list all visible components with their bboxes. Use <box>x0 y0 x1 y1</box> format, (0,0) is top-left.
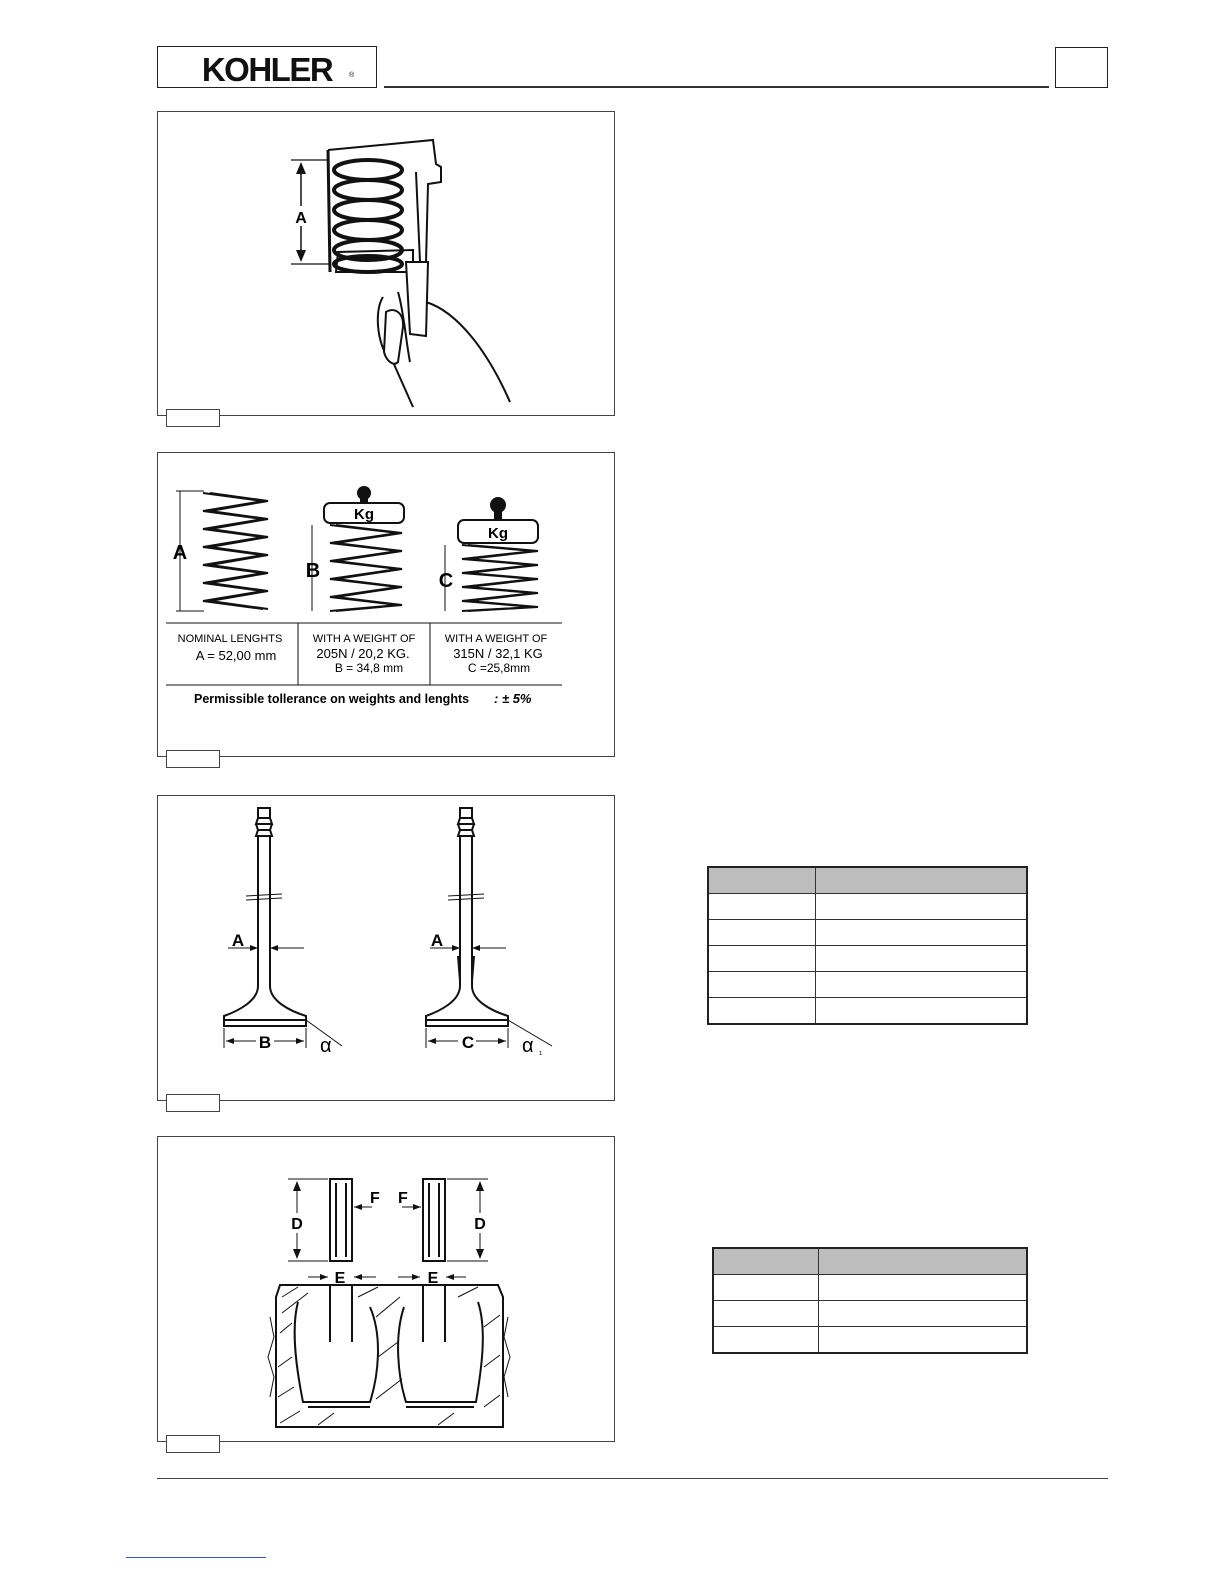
registered-mark: ® <box>349 72 355 79</box>
brand-logo: KOHLER <box>201 51 333 88</box>
table-header-row <box>708 867 1027 894</box>
table-row <box>713 1327 1027 1354</box>
brand-logo-box <box>157 46 377 88</box>
valve-left-label-b: B <box>258 1033 272 1052</box>
table-header-cell <box>819 1248 1028 1275</box>
valve-right-label-a: A <box>430 931 444 950</box>
guide-left-label-e: E <box>334 1270 346 1287</box>
guide-spec-table <box>712 1247 1028 1354</box>
col3-title: WITH A WEIGHT OF <box>444 633 548 645</box>
table-cell <box>708 894 816 920</box>
table-cell <box>713 1301 819 1327</box>
page-number-box <box>1055 47 1108 88</box>
spring-label-b: B <box>305 560 321 582</box>
spring-label-c: C <box>438 570 454 592</box>
valve-right-alpha-sub: ₁ <box>539 1046 543 1057</box>
table-cell <box>819 1301 1028 1327</box>
tolerance-text: Permissible tollerance on weights and lenghts <box>194 692 470 706</box>
valve-right-label-c: C <box>461 1033 475 1052</box>
col3-value2: C =25,8mm <box>467 661 531 675</box>
col2-value2: B = 34,8 mm <box>334 661 404 675</box>
table-cell <box>816 946 1028 972</box>
spring-label-a: A <box>172 542 188 564</box>
figure-valve-guides <box>157 1136 615 1442</box>
figure-valves <box>157 795 615 1101</box>
table-cell <box>816 894 1028 920</box>
figure-tab <box>166 1094 220 1112</box>
table-cell <box>816 972 1028 998</box>
tolerance-value: : ± 5% <box>494 691 532 706</box>
figure-spring-measure <box>157 111 615 416</box>
table-cell <box>708 998 816 1025</box>
figure-spring-load <box>157 452 615 757</box>
table-cell <box>713 1275 819 1301</box>
table-cell <box>708 946 816 972</box>
table-row <box>708 972 1027 998</box>
guide-right-label-e: E <box>427 1270 439 1287</box>
figure-tab <box>166 409 220 427</box>
spring-load-illustration <box>158 453 616 758</box>
guide-right-label-f: F <box>398 1190 408 1207</box>
table-cell <box>713 1327 819 1354</box>
table-cell <box>708 920 816 946</box>
table-row <box>713 1275 1027 1301</box>
table-row <box>708 920 1027 946</box>
valve-right-alpha: α <box>522 1035 534 1057</box>
figure-tab <box>166 1435 220 1453</box>
table-row <box>708 998 1027 1025</box>
guide-left-label-d: D <box>291 1216 303 1233</box>
table-row <box>708 894 1027 920</box>
valve-left-alpha: α <box>320 1035 332 1057</box>
table-cell <box>819 1327 1028 1354</box>
valve-guides-illustration <box>158 1137 616 1443</box>
table-row <box>708 946 1027 972</box>
spring-caliper-illustration <box>158 112 616 417</box>
col1-title: NOMINAL LENGHTS <box>177 633 283 645</box>
weight-label-c: Kg <box>488 525 508 542</box>
col2-title: WITH A WEIGHT OF <box>312 633 416 645</box>
valve-spec-table <box>707 866 1028 1025</box>
table-cell <box>816 920 1028 946</box>
table-cell <box>708 972 816 998</box>
footer-link-underline[interactable] <box>126 1557 266 1558</box>
valve-left-label-a: A <box>231 931 245 950</box>
weight-label-b: Kg <box>354 506 374 523</box>
figure-tab <box>166 750 220 768</box>
col2-value1: 205N / 20,2 KG. <box>316 646 410 661</box>
guide-left-label-f: F <box>370 1190 380 1207</box>
footer-rule <box>157 1478 1108 1479</box>
table-header-cell <box>708 867 816 894</box>
header-rule <box>384 86 1049 88</box>
guide-right-label-d: D <box>474 1216 486 1233</box>
table-cell <box>819 1275 1028 1301</box>
col3-value1: 315N / 32,1 KG <box>453 646 543 661</box>
table-header-row <box>713 1248 1027 1275</box>
dimension-label-a: A <box>295 210 307 227</box>
valves-illustration <box>158 796 616 1102</box>
table-row <box>713 1301 1027 1327</box>
table-cell <box>816 998 1028 1025</box>
table-header-cell <box>713 1248 819 1275</box>
table-header-cell <box>816 867 1028 894</box>
col1-value: A = 52,00 mm <box>195 648 277 663</box>
